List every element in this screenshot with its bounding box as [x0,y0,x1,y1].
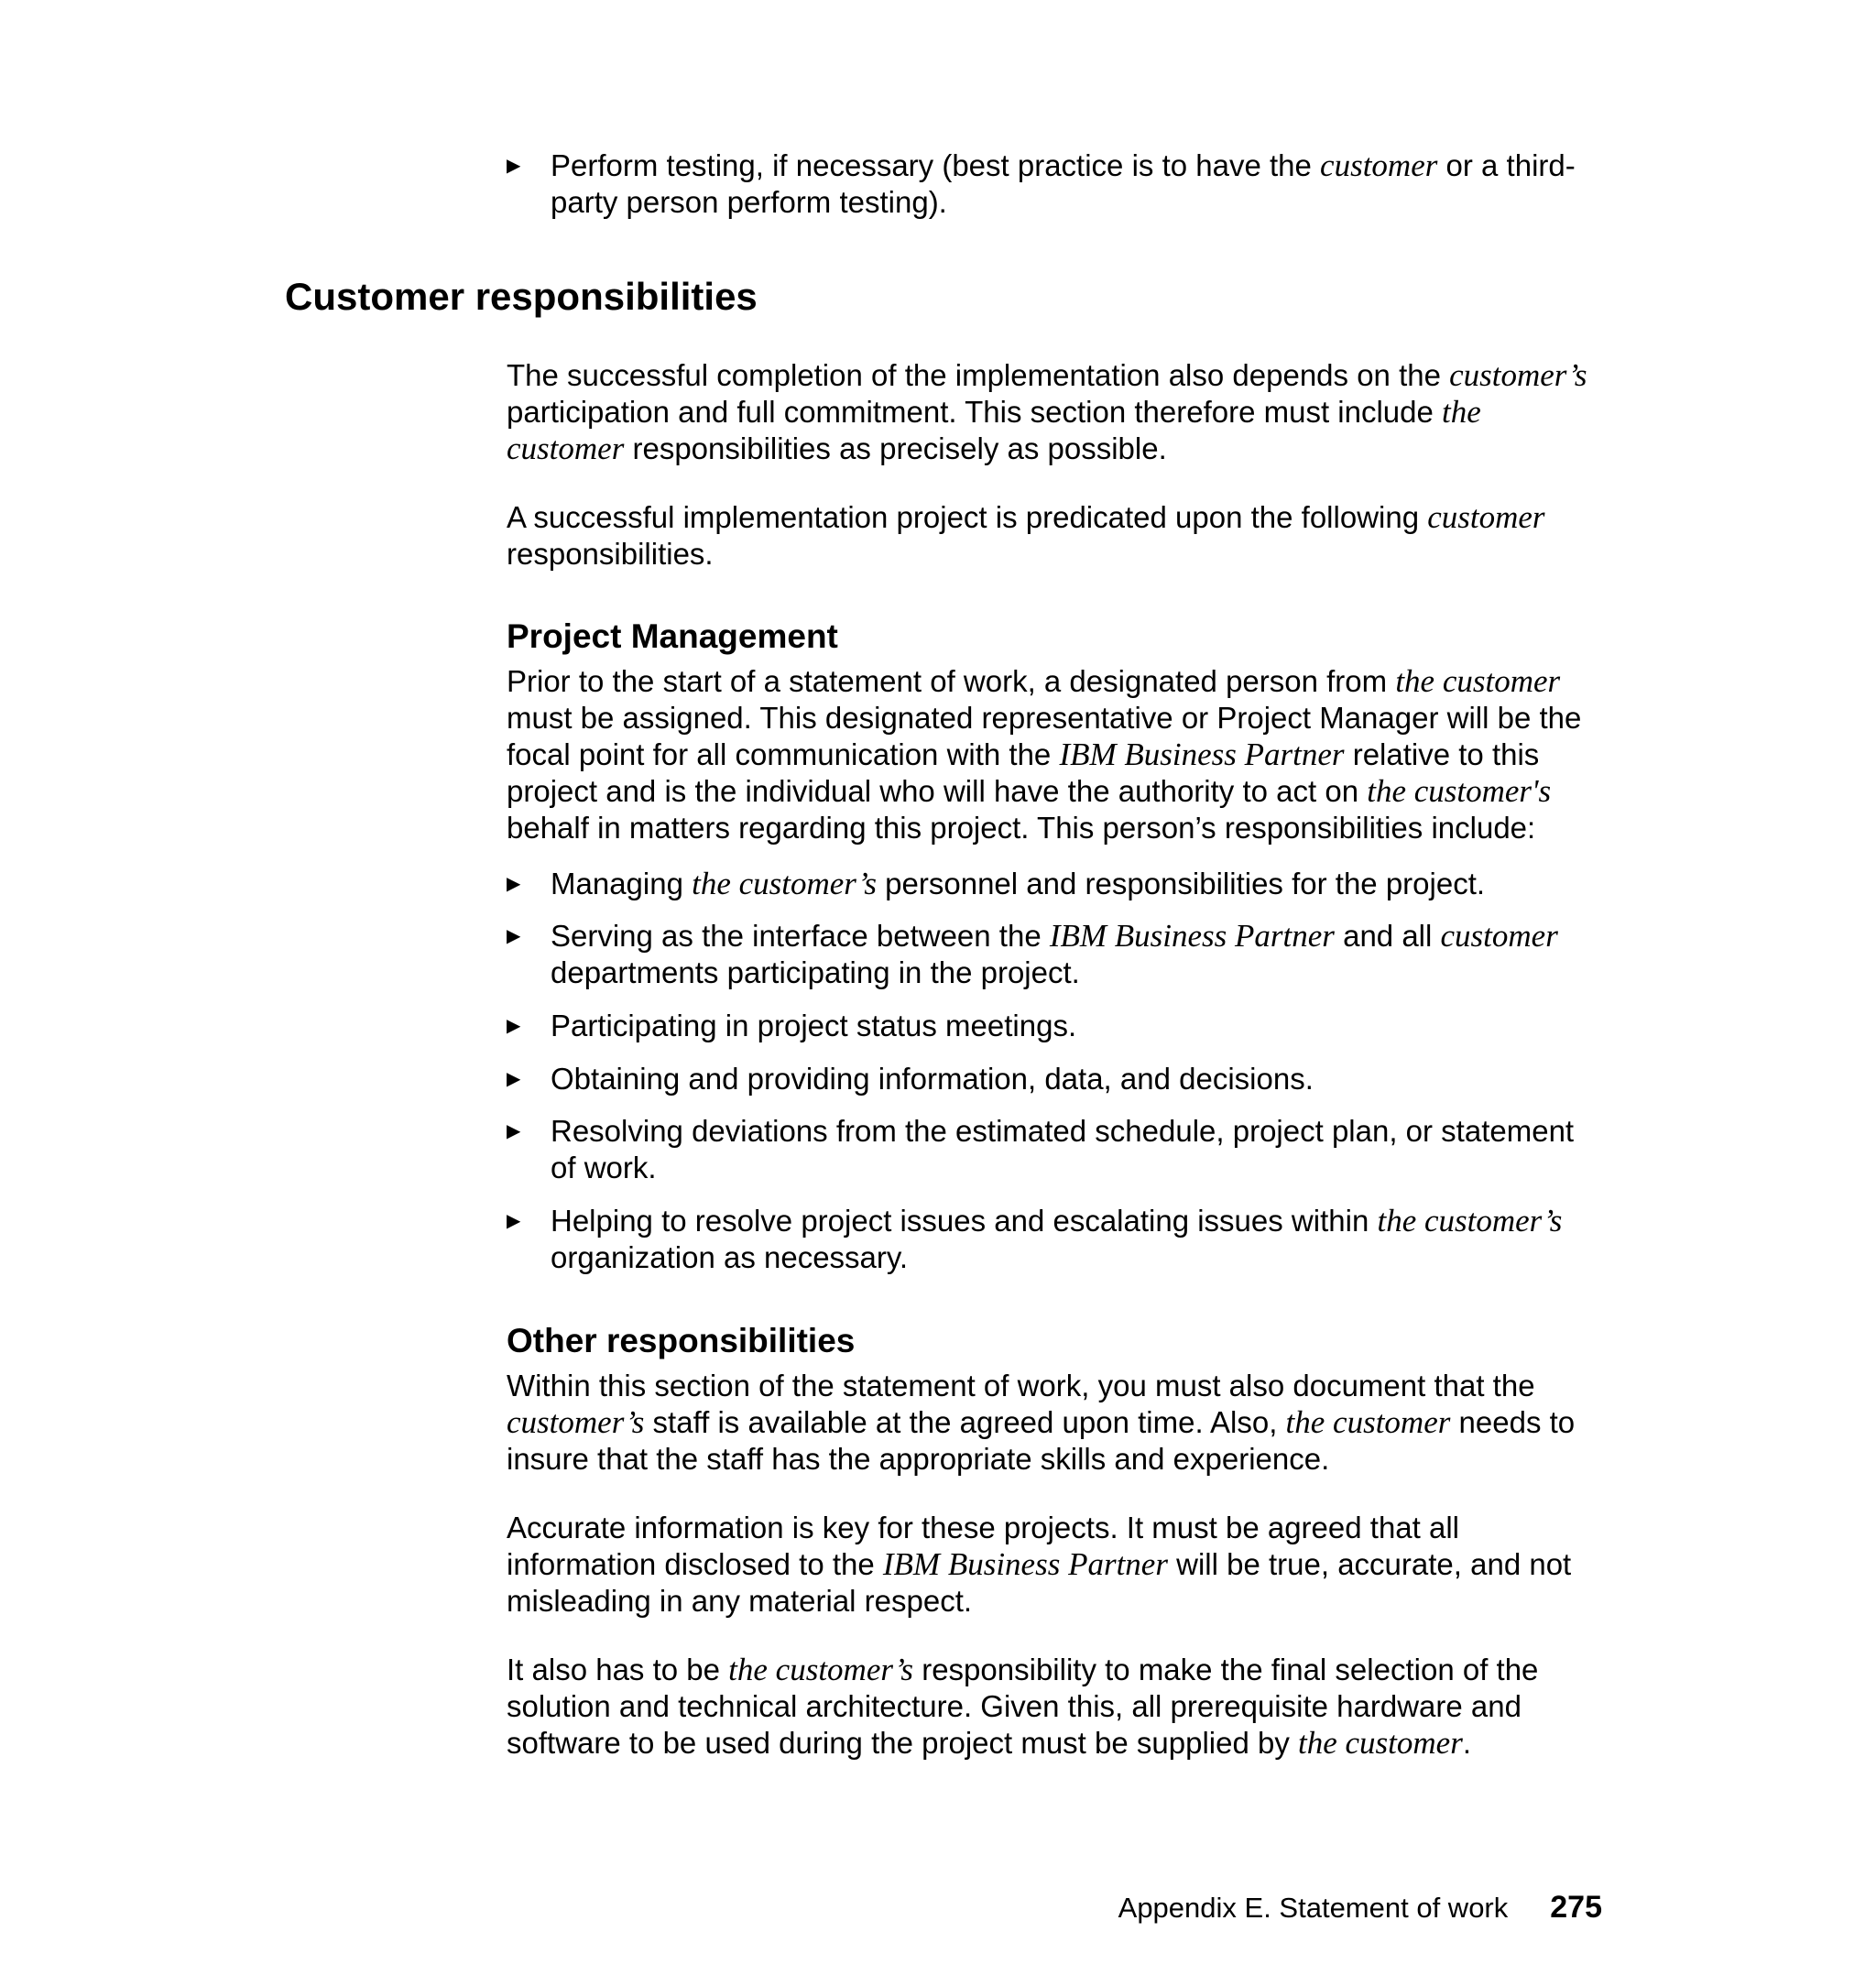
text: Participating in project status meetings. [551,1009,1077,1042]
text: Helping to resolve project issues and escalating issues within [551,1204,1378,1238]
triangle-bullet-icon: ▶ [507,1121,521,1141]
italic-text: the customer’s [1377,1203,1563,1239]
italic-text: the customer [1395,663,1561,699]
text: The successful completion of the implementation also depends on the [507,358,1450,392]
list-item [507,918,1606,991]
italic-text: customer [1440,918,1558,954]
italic-text: the customer's [1367,773,1552,809]
page-number: 275 [1550,1890,1602,1925]
list-item [507,1113,1606,1186]
text: Within this section of the statement of work, you must also document that the [507,1369,1535,1402]
text: Prior to the start of a statement of work, a designated person from [507,664,1396,698]
text: relative to this project and is the individual who will have the authority to act on [507,737,1540,808]
text: responsibilities as precisely as possible. [624,431,1167,465]
other-paragraph-1 [507,1368,1606,1478]
intro-paragraph-1 [507,357,1606,467]
text: organization as necessary. [551,1240,909,1274]
italic-text: customer’s [507,1404,645,1440]
text: needs to insure that the staff has the appropriate skills and experience. [507,1405,1576,1476]
italic-text: the customer’s [692,866,877,901]
italic-text: customer’s [1449,357,1587,393]
italic-text: IBM Business Partner [1049,918,1335,954]
italic-text: the customer [1298,1725,1463,1761]
list-item [507,1008,1606,1044]
text: participation and full commitment. This section therefore must include [507,395,1443,429]
italic-text: the customer [1285,1404,1451,1440]
list-item [507,1061,1606,1097]
text: It also has to be [507,1653,729,1686]
list-item [507,866,1606,902]
intro-paragraph-2 [507,499,1606,573]
other-paragraph-2 [507,1510,1606,1620]
triangle-bullet-icon: ▶ [507,926,521,946]
text: Perform testing, if necessary (best practice is to have the [551,148,1321,182]
triangle-bullet-icon: ▶ [507,1069,521,1089]
triangle-bullet-icon: ▶ [507,1016,521,1036]
project-management-paragraph [507,663,1606,846]
italic-text: the customer [507,394,1481,466]
triangle-bullet-icon: ▶ [507,156,521,176]
text: must be assigned. This designated representative or Project Manager will be the focal point for all communication with the [507,701,1582,771]
subsection-heading-project-management: Project Management [507,617,838,655]
text: or a third-party person perform testing). [551,148,1576,219]
text: behalf in matters regarding this project. This person’s responsibilities include: [507,811,1536,845]
text: staff is available at the agreed upon time. Also, [644,1405,1286,1439]
text: Obtaining and providing information, data, and decisions. [551,1062,1314,1096]
other-paragraph-3 [507,1652,1606,1762]
triangle-bullet-icon: ▶ [507,1211,521,1231]
list-item-perform-testing [507,147,1606,221]
text: departments participating in the project. [551,955,1080,989]
text: will be true, accurate, and not misleading in any material respect. [507,1547,1572,1618]
italic-text: IBM Business Partner [882,1546,1168,1582]
italic-text: IBM Business Partner [1059,737,1345,772]
text: Resolving deviations from the estimated schedule, project plan, or statement of work. [551,1114,1575,1184]
subsection-heading-other-responsibilities: Other responsibilities [507,1322,856,1359]
text: A successful implementation project is predicated upon the following [507,500,1428,534]
triangle-bullet-icon: ▶ [507,874,521,894]
text: responsibilities. [507,537,714,571]
section-heading: Customer responsibilities [285,275,758,318]
italic-text: customer [1427,499,1545,535]
page-footer [1118,1889,1602,1926]
text: Serving as the interface between the [551,919,1050,953]
italic-text: customer [1320,147,1438,183]
text: personnel and responsibilities for the project. [877,867,1486,900]
text: . [1462,1726,1472,1760]
footer-label: Appendix E. Statement of work [1118,1892,1509,1924]
text: responsibility to make the final selection of the solution and technical architecture. Given this, all prerequisite hardware and software to be used during the project must be supplied by [507,1653,1539,1760]
text: Accurate information is key for these projects. It must be agreed that all information disclosed to the [507,1511,1459,1581]
text: and all [1334,919,1441,953]
list-item [507,1203,1606,1276]
text: Managing [551,867,693,900]
italic-text: the customer’s [728,1652,914,1687]
